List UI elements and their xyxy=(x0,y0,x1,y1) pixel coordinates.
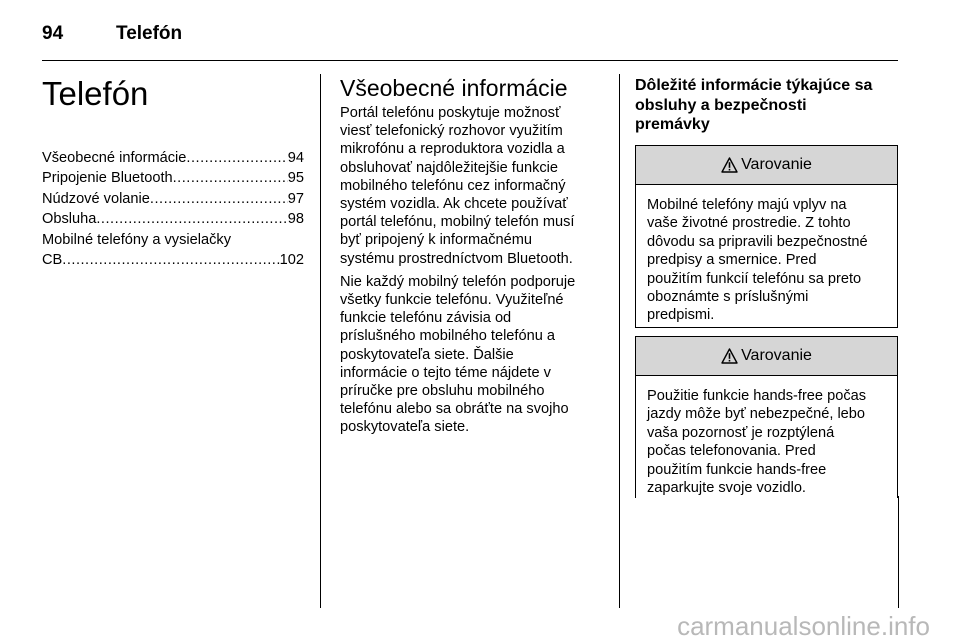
text-line: použitím funkcie hands-free xyxy=(647,461,827,478)
toc-leader xyxy=(173,168,288,188)
paragraph-1 xyxy=(340,104,602,268)
text-line: predpisy a smernice. Pred xyxy=(647,252,817,269)
general-info-column xyxy=(340,74,602,442)
title-line: obsluhy a bezpečnosti xyxy=(635,96,807,114)
page-number: 94 xyxy=(42,23,64,44)
column-divider-2 xyxy=(619,74,620,608)
chapter-column xyxy=(42,74,304,270)
text-line: byť pripojený k informačnému xyxy=(340,232,533,249)
text-line: jazdy môže byť nebezpečné, lebo xyxy=(647,406,866,423)
text-line: funkcie telefónu závisia od xyxy=(340,310,512,327)
table-of-contents xyxy=(42,148,304,270)
text-line: obsluhovať najdôležitejšie funkcie xyxy=(340,159,559,176)
watermark: carmanualsonline.info xyxy=(677,611,930,641)
header-rule xyxy=(42,60,898,61)
warning-text xyxy=(636,185,897,325)
warning-box-2 xyxy=(635,336,898,498)
toc-page: 97 xyxy=(287,190,304,207)
toc-entry-operation[interactable] xyxy=(42,209,304,229)
toc-label: Pripojenie Bluetooth xyxy=(42,170,173,187)
safety-column xyxy=(635,76,898,135)
warning-heading: Varovanie xyxy=(741,347,812,364)
toc-leader xyxy=(62,250,279,270)
warning-triangle-icon xyxy=(721,157,738,173)
text-line: príslušného mobilného telefónu a xyxy=(340,328,556,345)
column-divider-1 xyxy=(320,74,321,608)
safety-title xyxy=(635,76,898,135)
text-line: počas telefonovania. Pred xyxy=(647,443,816,460)
text-line: mikrofónu a reproduktora vozidla a xyxy=(340,141,565,158)
text-line: vaša pozornosť je rozptýlená xyxy=(647,424,835,441)
text-line: systém vozidla. Ak chcete používať xyxy=(340,196,568,213)
warning-triangle-icon xyxy=(721,348,738,364)
text-line: príručke pre obsluhu mobilného xyxy=(340,383,545,400)
text-line: oboznámte s príslušnými xyxy=(647,289,809,306)
text-line: Použitie funkcie hands-free počas xyxy=(647,388,867,404)
toc-entry-bluetooth[interactable] xyxy=(42,168,304,188)
toc-label: Mobilné telefóny a vysielačky xyxy=(42,231,231,248)
toc-entry-emergency-call[interactable] xyxy=(42,189,304,209)
section-title: Všeobecné informácie xyxy=(340,75,568,101)
warning-text xyxy=(636,376,897,497)
toc-label: CB xyxy=(42,252,63,269)
text-line: mobilného telefónu cez informačný xyxy=(340,177,566,194)
toc-page: 94 xyxy=(287,150,304,166)
title-line: Dôležité informácie týkajúce sa xyxy=(635,77,873,94)
toc-label: Obsluha xyxy=(42,211,97,228)
text-line: Portál telefónu poskytuje možnosť xyxy=(340,105,561,121)
toc-leader xyxy=(150,189,288,209)
text-line: poskytovateľa siete. xyxy=(340,419,470,436)
text-line: vaše životné prostredie. Z tohto xyxy=(647,215,851,232)
text-line: telefónu alebo sa obráťte na svojho xyxy=(340,401,569,418)
title-line: premávky xyxy=(635,116,710,133)
text-line: všetky funkcie telefónu. Využiteľné xyxy=(340,292,564,309)
toc-page: 95 xyxy=(287,170,304,187)
toc-entry-cb-radios[interactable] xyxy=(42,230,304,271)
toc-label: Všeobecné informácie xyxy=(42,150,187,166)
warning-box-1 xyxy=(635,145,898,328)
text-line: použitím funkcií telefónu sa preto xyxy=(647,270,862,287)
toc-entry-general-info[interactable] xyxy=(42,148,304,168)
warning-header xyxy=(636,146,897,185)
running-title: Telefón xyxy=(116,23,183,44)
paragraph-2 xyxy=(340,273,602,437)
text-line: zaparkujte svoje vozidlo. xyxy=(647,480,806,497)
toc-leader xyxy=(186,148,287,168)
text-line: portál telefónu, mobilný telefón musí xyxy=(340,214,575,231)
text-line: poskytovateľa siete. Ďalšie xyxy=(340,346,514,363)
chapter-title: Telefón xyxy=(42,75,149,112)
text-line: viesť telefonický rozhovor využitím xyxy=(340,123,563,140)
text-line: informácie o tejto téme nájdete v xyxy=(340,364,551,381)
text-line: Nie každý mobilný telefón podporuje xyxy=(340,273,576,290)
warning-header xyxy=(636,337,897,376)
toc-leader xyxy=(96,209,287,229)
text-line: Mobilné telefóny majú vplyv na xyxy=(647,197,847,213)
toc-page: 98 xyxy=(287,211,304,228)
toc-label: Núdzové volanie xyxy=(42,190,150,207)
text-line: dôvodu sa pripravili bezpečnostné xyxy=(647,233,868,250)
text-line: systému prostredníctvom Bluetooth. xyxy=(340,250,573,267)
column-divider-3 xyxy=(898,496,899,608)
toc-page: 102 xyxy=(279,252,304,269)
text-line: predpismi. xyxy=(647,307,715,324)
warning-heading: Varovanie xyxy=(741,156,812,173)
